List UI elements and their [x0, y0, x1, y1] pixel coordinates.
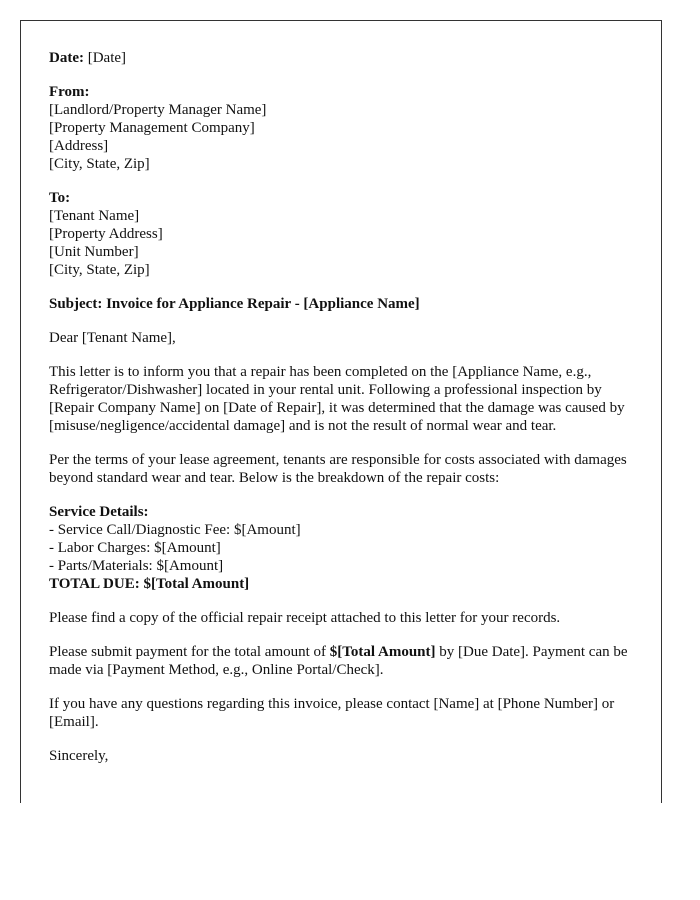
service-heading: Service Details:: [49, 504, 149, 520]
payment-amount: $[Total Amount]: [329, 644, 436, 660]
service-item: - Labor Charges: $[Amount]: [49, 540, 221, 556]
paragraph-lease-terms: Per the terms of your lease agreement, tenants are responsible for costs associated with damages beyond standard wear and tear. Below is the breakdown of the repair costs:: [49, 452, 627, 486]
payment-text: Please submit payment for the total amount of: [49, 644, 330, 660]
to-label: To:: [49, 190, 71, 206]
service-item: - Service Call/Diagnostic Fee: $[Amount]: [49, 522, 301, 538]
from-block: [49, 83, 632, 173]
from-label: From:: [49, 84, 90, 100]
to-block: [49, 189, 632, 279]
from-line: [Landlord/Property Manager Name]: [49, 102, 267, 118]
to-line: [Property Address]: [49, 226, 163, 242]
closing: Sincerely,: [49, 748, 109, 764]
paragraph-receipt: Please find a copy of the official repair receipt attached to this letter for your records.: [49, 610, 561, 626]
service-item: - Parts/Materials: $[Amount]: [49, 558, 224, 574]
to-line: [Tenant Name]: [49, 208, 140, 224]
paragraph-repair-notice: This letter is to inform you that a repair has been completed on the [Appliance Name, e.g., Refrigerator/Dishwasher] located in your rental unit. Following a professional inspection by [Repair Company Name] on [Date of Repair], it was determined that the damage was caused by [misuse/negligence/accidental damage] and is not the result of normal wear and tear.: [49, 364, 625, 434]
date-value: [Date]: [87, 50, 127, 66]
subject-line: [49, 295, 632, 313]
paragraph-payment: [49, 643, 632, 679]
salutation: Dear [Tenant Name],: [49, 330, 176, 346]
from-line: [Property Management Company]: [49, 120, 255, 136]
paragraph-contact: If you have any questions regarding this invoice, please contact [Name] at [Phone Number] or [Email].: [49, 696, 615, 730]
service-details: [49, 503, 632, 593]
letter-page: [20, 20, 662, 803]
subject-text: Subject: Invoice for Appliance Repair - [Appliance Name]: [49, 296, 420, 312]
date-label: Date:: [49, 50, 84, 66]
total-due: TOTAL DUE: $[Total Amount]: [49, 576, 250, 592]
to-line: [City, State, Zip]: [49, 262, 150, 278]
to-line: [Unit Number]: [49, 244, 139, 260]
from-line: [Address]: [49, 138, 109, 154]
payment-text: by [Due Date]. Payment can be made via [Payment Method, e.g., Online Portal/Check].: [49, 644, 628, 678]
from-line: [City, State, Zip]: [49, 156, 150, 172]
date-line: [49, 49, 632, 67]
